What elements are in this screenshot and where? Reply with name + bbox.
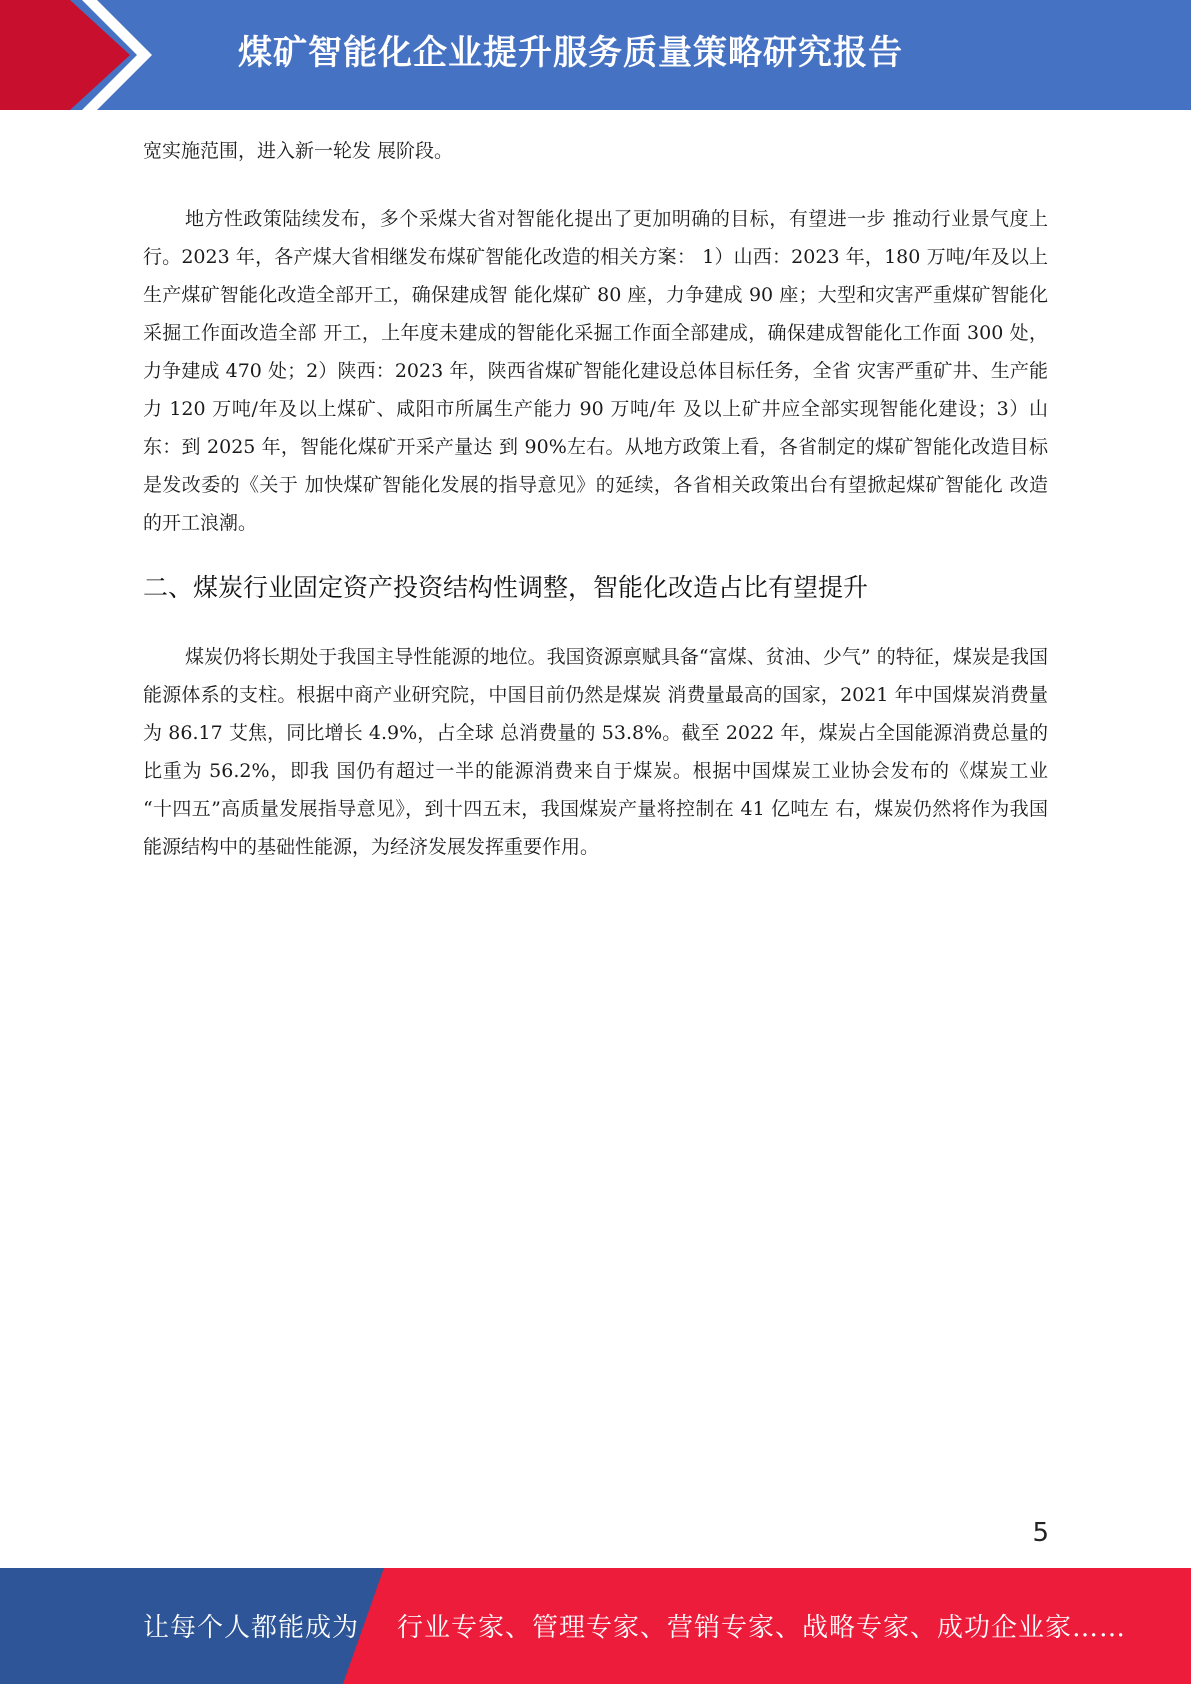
document-body [143, 132, 1048, 866]
header-banner [0, 0, 1191, 110]
policy-paragraph: 地方性政策陆续发布，多个采煤大省对智能化提出了更加明确的目标，有望进一步 推动行业景气度上行。2023 年，各产煤大省相继发布煤矿智能化改造的相关方案： 1）山西：2023 年，180 万吨/年及以上生产煤矿智能化改造全部开工，确保建成智 能化煤矿 80 座，力争建成 90 座；大型和灾害严重煤矿智能化采掘工作面改造全部 开工，上年度未建成的智能化采掘工作面全部建成，确保建成智能化工作面 300 处， 力争建成 470 处；2）陕西：2023 年，陕西省煤矿智能化建设总体目标任务，全省 灾害严重矿井、生产能力 120 万吨/年及以上煤矿、咸阳市所属生产能力 90 万吨/年 及以上矿井应全部实现智能化建设；3）山东：到 2025 年，智能化煤矿开采产量达 到 90%左右。从地方政策上看，各省制定的煤矿智能化改造目标是发改委的《关于 加快煤矿智能化发展的指导意见》的延续，各省相关政策出台有望掀起煤矿智能化 改造的开工浪潮。 [143, 208, 1048, 534]
coal-paragraph: 煤炭仍将长期处于我国主导性能源的地位。我国资源禀赋具备“富煤、贫油、少气” 的特征，煤炭是我国能源体系的支柱。根据中商产业研究院，中国目前仍然是煤炭 消费量最高的国家，2021 年中国煤炭消费量为 86.17 艾焦，同比增长 4.9%，占全球 总消费量的 53.8%。截至 2022 年，煤炭占全国能源消费总量的比重为 56.2%，即我 国仍有超过一半的能源消费来自于煤炭。根据中国煤炭工业协会发布的《煤炭工业 “十四五”高质量发展指导意见》，到十四五末，我国煤炭产量将控制在 41 亿吨左 右，煤炭仍然将作为我国能源结构中的基础性能源，为经济发展发挥重要作用。 [143, 646, 1048, 858]
footer-slogan-right: 行业专家、管理专家、营销专家、战略专家、成功企业家…… [397, 1613, 1127, 1643]
page-number: 5 [1032, 1518, 1049, 1548]
footer-slogan-left: 让每个人都能成为 [143, 1613, 360, 1643]
continuation-paragraph: 宽实施范围，进入新一轮发 展阶段。 [143, 140, 454, 162]
section-heading: 二、煤炭行业固定资产投资结构性调整，智能化改造占比有望提升 [143, 573, 869, 602]
footer-banner [0, 1568, 1191, 1684]
header-chevron-decoration [0, 0, 160, 110]
report-title: 煤矿智能化企业提升服务质量策略研究报告 [238, 33, 903, 73]
